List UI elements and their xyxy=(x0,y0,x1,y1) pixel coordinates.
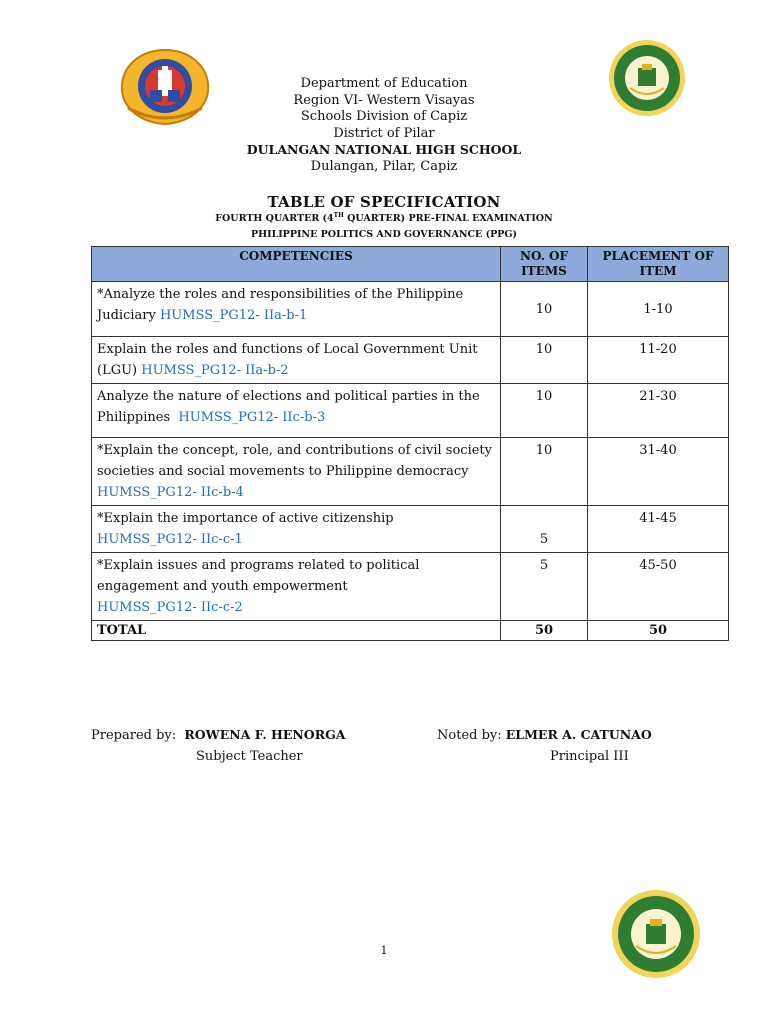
items-cell: 5 xyxy=(501,553,588,621)
items-cell: 10 xyxy=(501,337,588,384)
table-row xyxy=(92,553,729,621)
department-line: Department of Education xyxy=(300,76,468,91)
table-row xyxy=(92,282,729,337)
competency-cell xyxy=(92,553,501,621)
district-line: District of Pilar xyxy=(333,125,435,141)
competency-code: HUMSS_PG12- IIa-b-2 xyxy=(141,363,289,378)
total-placement: 50 xyxy=(588,621,729,641)
prepared-by-label: Prepared by: xyxy=(91,728,177,743)
table-row xyxy=(92,384,729,438)
competency-text: *Explain the concept, role, and contributions of civil society societies and social movements to Philippine democracy xyxy=(97,443,492,479)
noted-by-name: ELMER A. CATUNAO xyxy=(505,727,652,742)
table-row xyxy=(92,506,729,553)
school-address: Dulangan, Pilar, Capiz xyxy=(310,158,458,174)
region-line: Region VI- Western Visayas xyxy=(293,92,475,108)
placement-cell: 1-10 xyxy=(588,282,729,337)
division-line: Schools Division of Capiz xyxy=(300,109,468,124)
dulangan-nhs-seal-icon xyxy=(608,888,704,980)
subject-subtitle: PHILIPPINE POLITICS AND GOVERNANCE (PPG) xyxy=(251,229,517,240)
competency-text: *Analyze the roles and responsibilities of the Philippine Judiciary xyxy=(97,287,464,323)
subtitle-after: QUARTER) PRE-FINAL EXAMINATION xyxy=(343,213,553,225)
table-row xyxy=(92,337,729,384)
prepared-by-block xyxy=(91,727,345,743)
items-cell: 10 xyxy=(501,282,588,337)
competency-cell xyxy=(92,384,501,438)
competency-code: HUMSS_PG12- IIc-c-2 xyxy=(97,600,243,615)
competency-code: HUMSS_PG12- IIc-c-1 xyxy=(97,532,243,547)
competency-text: Analyze the nature of elections and political parties in the Philippines xyxy=(97,389,480,425)
placement-cell: 45-50 xyxy=(588,553,729,621)
competency-text: Explain the roles and functions of Local Government Unit (LGU) xyxy=(97,342,478,378)
letterhead xyxy=(0,76,768,175)
subtitle-before: FOURTH QUARTER (4 xyxy=(215,213,334,225)
competency-code: HUMSS_PG12- IIc-b-3 xyxy=(178,410,326,425)
total-items: 50 xyxy=(501,621,588,641)
items-cell: 5 xyxy=(501,506,588,553)
page-number: 1 xyxy=(380,944,388,957)
subtitle-sup: TH xyxy=(333,212,344,219)
table-header-row xyxy=(92,247,729,282)
competency-cell xyxy=(92,506,501,553)
placement-cell: 21-30 xyxy=(588,384,729,438)
header-no-of-items: NO. OF ITEMS xyxy=(501,247,588,282)
placement-cell: 31-40 xyxy=(588,438,729,506)
placement-cell: 41-45 xyxy=(588,506,729,553)
exam-subtitle xyxy=(0,212,768,224)
school-name: DULANGAN NATIONAL HIGH SCHOOL xyxy=(246,142,522,157)
prepared-by-title: Subject Teacher xyxy=(196,749,303,764)
items-cell: 10 xyxy=(501,438,588,506)
competency-code: HUMSS_PG12- IIc-b-4 xyxy=(97,485,244,500)
noted-by-block xyxy=(437,727,652,743)
prepared-by-name: ROWENA F. HENORGA xyxy=(184,727,346,742)
specification-table xyxy=(91,246,729,641)
total-label: TOTAL xyxy=(92,621,501,641)
items-cell: 10 xyxy=(501,384,588,438)
competency-text: *Explain the importance of active citizenship xyxy=(97,511,394,526)
noted-by-title: Principal III xyxy=(550,749,629,764)
noted-by-label: Noted by: xyxy=(437,728,502,743)
competency-text: *Explain issues and programs related to political engagement and youth empowerment xyxy=(97,558,420,594)
competency-cell xyxy=(92,337,501,384)
document-title: TABLE OF SPECIFICATION xyxy=(267,193,501,211)
competency-cell xyxy=(92,438,501,506)
table-total-row xyxy=(92,621,729,641)
header-placement: PLACEMENT OF ITEM xyxy=(588,247,729,282)
competency-code: HUMSS_PG12- IIa-b-1 xyxy=(159,308,308,323)
placement-cell: 11-20 xyxy=(588,337,729,384)
table-row xyxy=(92,438,729,506)
competency-cell xyxy=(92,282,501,337)
header-competencies: COMPETENCIES xyxy=(92,247,501,282)
